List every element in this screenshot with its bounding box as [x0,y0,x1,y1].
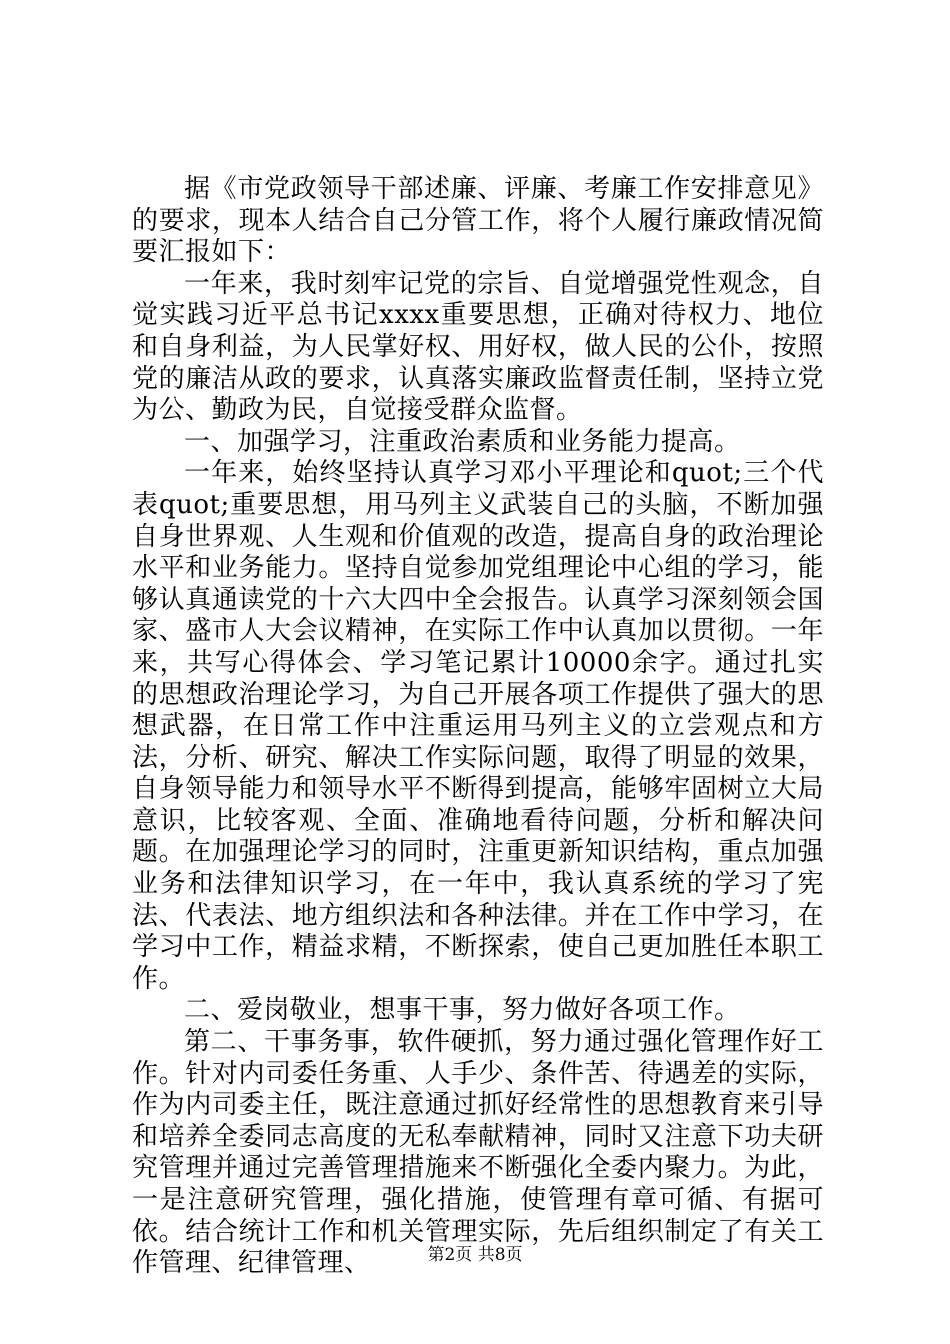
section-heading: 一、加强学习，注重政治素质和业务能力提高。 [184,426,741,457]
paragraph: 第二、干事务事，软件硬抓，努力通过强化管理作好工作。针对内司委任务重、人手少、条件苦、待遇差的实际，作为内司委主任，既注意通过抓好经常性的思想教育来引导和培养全委同志高度的无私奉献精神，同时又注意下功夫研究管理并通过完善管理措施来不断强化全委内聚力。为此，一是注意研究管理，强化措施，使管理有章可循、有据可依。结合统计工作和机关管理实际，先后组织制定了有关工作管理、纪律管理、 [132,1027,824,1279]
section-heading: 二、爱岗敬业，想事干事，努力做好各项工作。 [184,995,741,1026]
paragraph: 一年来，始终坚持认真学习邓小平理论和quot;三个代表quot;重要思想，用马列主义武装自己的头脑，不断加强自身世界观、人生观和价值观的改造，提高自身的政治理论水平和业务能力。坚持自觉参加党组理论中心组的学习，能够认真通读党的十六大四中全会报告。认真学习深刻领会国家、盛市人大会议精神，在实际工作中认真加以贯彻。一年来，共写心得体会、学习笔记累计10000余字。通过扎实的思想政治理论学习，为自己开展各项工作提供了强大的思想武器，在日常工作中注重运用马列主义的立尝观点和方法，分析、研究、解决工作实际问题，取得了明显的效果，自身领导能力和领导水平不断得到提高，能够牢固树立大局意识，比较客观、全面、准确地看待问题，分析和解决问题。在加强理论学习的同时，注重更新知识结构，重点加强业务和法律知识学习，在一年中，我认真系统的学习了宪法、代表法、地方组织法和各种法律。并在工作中学习，在学习中工作，精益求精，不断探索，使自己更加胜任本职工作。 [132,458,824,994]
paragraph: 一年来，我时刻牢记党的宗旨、自觉增强党性观念，自觉实践习近平总书记xxxx重要思想，正确对待权力、地位和自身利益，为人民掌好权、用好权，做人民的公仆，按照党的廉洁从政的要求，认真落实廉政监督责任制，坚持立党为公、勤政为民，自觉接受群众监督。 [132,268,824,426]
page-number-footer: 第2页 共8页 [427,1245,523,1265]
document-body [132,174,824,1280]
paragraph: 据《市党政领导干部述廉、评廉、考廉工作安排意见》的要求，现本人结合自己分管工作，将个人履行廉政情况简要汇报如下： [132,174,824,268]
